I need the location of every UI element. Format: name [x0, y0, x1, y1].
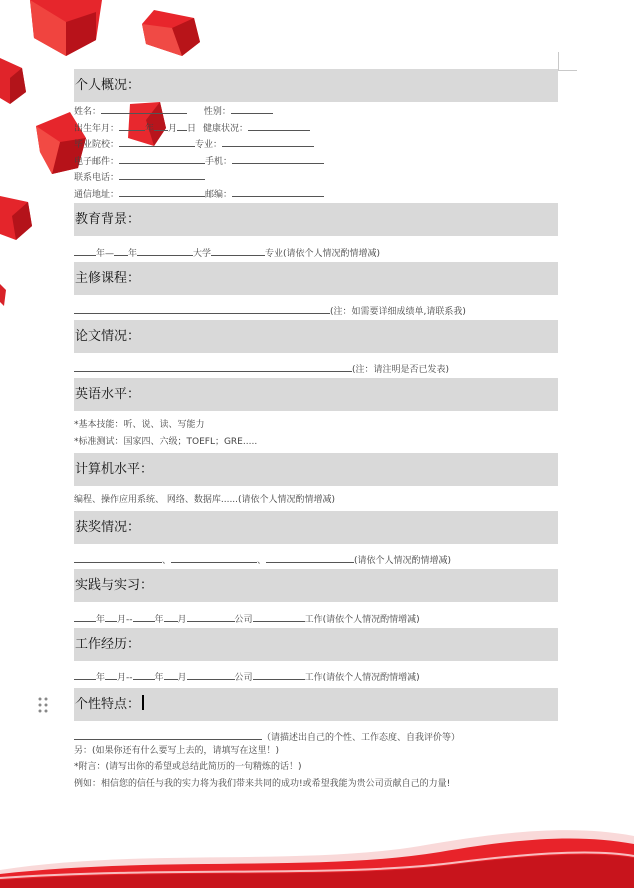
practice-line[interactable]	[74, 612, 420, 626]
traits-note: （请描述出自己的个性、工作态度、自我评价等）	[262, 733, 461, 743]
edu-text: 年—	[96, 249, 115, 259]
birth-month-blank[interactable]	[154, 121, 168, 131]
gender-blank[interactable]	[231, 104, 273, 114]
practice-note: 工作(请依个人情况酌情增减)	[304, 615, 420, 625]
text-cursor	[142, 695, 144, 710]
section-education: 教育背景：	[74, 203, 558, 236]
month-label: 月--	[117, 615, 133, 625]
example-line: 例如：相信您的信任与我的实力将为我们带来共同的成功!或希望我能为贵公司贡献自己的力量!	[74, 779, 451, 789]
section-awards: 获奖情况：	[74, 511, 558, 544]
profile-school-line[interactable]	[74, 137, 314, 151]
phone-blank[interactable]	[119, 170, 205, 180]
other-line: 另：(如果你还有什么要写上去的，请填写在这里！)	[74, 746, 280, 756]
red-cube-decoration	[0, 196, 32, 240]
page-corner-mark	[558, 52, 577, 71]
work-work-blank[interactable]	[253, 670, 305, 680]
mobile-label: 手机：	[205, 157, 233, 167]
edu-start-blank[interactable]	[74, 246, 96, 256]
major-label: 专业：	[195, 140, 223, 150]
work-year-blank[interactable]	[133, 670, 155, 680]
work-line[interactable]	[74, 670, 420, 684]
work-month-blank[interactable]	[105, 670, 117, 680]
phone-label: 联系电话：	[74, 173, 120, 183]
edu-school-blank[interactable]	[137, 246, 193, 256]
profile-birth-line[interactable]	[74, 121, 310, 135]
email-blank[interactable]	[119, 154, 205, 164]
section-traits[interactable]	[74, 688, 558, 721]
awards-note: (请依个人情况酌情增减)	[354, 556, 452, 566]
school-label: 毕业院校：	[74, 140, 120, 150]
award-blank[interactable]	[74, 553, 162, 563]
thesis-note: (注：请注明是否已发表)	[352, 365, 450, 375]
name-label: 姓名：	[74, 107, 102, 117]
courses-line[interactable]	[74, 304, 466, 318]
company-label: 公司	[234, 673, 253, 683]
mobile-blank[interactable]	[232, 154, 324, 164]
practice-company-blank[interactable]	[187, 612, 235, 622]
year-label: 年	[96, 615, 106, 625]
day-label: 日	[187, 124, 197, 134]
red-cube-decoration	[0, 284, 6, 306]
email-label: 电子邮件：	[74, 157, 120, 167]
traits-line[interactable]	[74, 730, 460, 744]
gender-label: 性别：	[203, 107, 231, 117]
section-practice: 实践与实习：	[74, 569, 558, 602]
section-work: 工作经历：	[74, 628, 558, 661]
section-computer: 计算机水平：	[74, 453, 558, 486]
address-label: 通信地址：	[74, 190, 120, 200]
practice-month-blank[interactable]	[105, 612, 117, 622]
award-blank[interactable]	[266, 553, 354, 563]
profile-phone-line[interactable]	[74, 170, 205, 184]
profile-email-line[interactable]	[74, 154, 324, 168]
award-sep: 、	[257, 556, 267, 566]
practice-year-blank[interactable]	[133, 612, 155, 622]
month-label: 月--	[117, 673, 133, 683]
red-wave-decoration	[0, 808, 634, 888]
month-label: 月	[177, 673, 187, 683]
month-label: 月	[168, 124, 178, 134]
edu-note: 专业(请依个人情况酌情增减)	[265, 249, 381, 259]
year-label: 年	[96, 673, 106, 683]
education-line[interactable]	[74, 246, 380, 260]
work-company-blank[interactable]	[187, 670, 235, 680]
courses-note: (注：如需要详细成绩单,请联系我)	[330, 307, 466, 317]
section-courses: 主修课程：	[74, 262, 558, 295]
practice-work-blank[interactable]	[253, 612, 305, 622]
traits-title: 个性特点：	[75, 697, 141, 712]
drag-handle-icon[interactable]	[37, 697, 49, 713]
postcode-blank[interactable]	[232, 187, 324, 197]
awards-line[interactable]	[74, 553, 451, 567]
computer-line: 编程、操作应用系统、 网络、数据库......(请依个人情况酌情增减)	[74, 495, 336, 505]
month-label: 月	[177, 615, 187, 625]
birth-year-blank[interactable]	[119, 121, 145, 131]
courses-blank[interactable]	[74, 304, 330, 314]
red-cube-decoration	[0, 58, 26, 104]
edu-major-blank[interactable]	[211, 246, 265, 256]
profile-name-line[interactable]	[74, 104, 273, 118]
edu-end-blank[interactable]	[114, 246, 128, 256]
section-profile: 个人概况：	[74, 69, 558, 102]
red-cube-decoration	[26, 0, 106, 56]
edu-text: 年	[128, 249, 138, 259]
major-blank[interactable]	[222, 137, 314, 147]
work-month-blank[interactable]	[164, 670, 178, 680]
health-label: 健康状况：	[202, 124, 248, 134]
practice-month-blank[interactable]	[164, 612, 178, 622]
award-sep: 、	[162, 556, 172, 566]
address-blank[interactable]	[119, 187, 205, 197]
edu-text: 大学	[193, 249, 212, 259]
profile-address-line[interactable]	[74, 187, 324, 201]
birth-label: 出生年月：	[74, 124, 120, 134]
work-year-blank[interactable]	[74, 670, 96, 680]
name-blank[interactable]	[101, 104, 187, 114]
company-label: 公司	[234, 615, 253, 625]
award-blank[interactable]	[171, 553, 257, 563]
thesis-blank[interactable]	[74, 362, 352, 372]
section-english: 英语水平：	[74, 378, 558, 411]
year-label: 年	[145, 124, 155, 134]
work-note: 工作(请依个人情况酌情增减)	[304, 673, 420, 683]
postcode-label: 邮编：	[205, 190, 233, 200]
year-label: 年	[154, 673, 164, 683]
traits-blank[interactable]	[74, 730, 262, 740]
health-blank[interactable]	[248, 121, 310, 131]
school-blank[interactable]	[119, 137, 195, 147]
practice-year-blank[interactable]	[74, 612, 96, 622]
thesis-line[interactable]	[74, 362, 449, 376]
birth-day-blank[interactable]	[177, 121, 187, 131]
english-skills-line: *基本技能：听、说、读、写能力	[74, 420, 205, 430]
appendix-line: *附言：(请写出你的希望或总结此简历的一句精炼的话！)	[74, 762, 302, 772]
red-cube-decoration	[142, 10, 202, 56]
english-tests-line: *标准测试：国家四、六级；TOEFL；GRE.....	[74, 437, 258, 447]
section-thesis: 论文情况：	[74, 320, 558, 353]
year-label: 年	[154, 615, 164, 625]
